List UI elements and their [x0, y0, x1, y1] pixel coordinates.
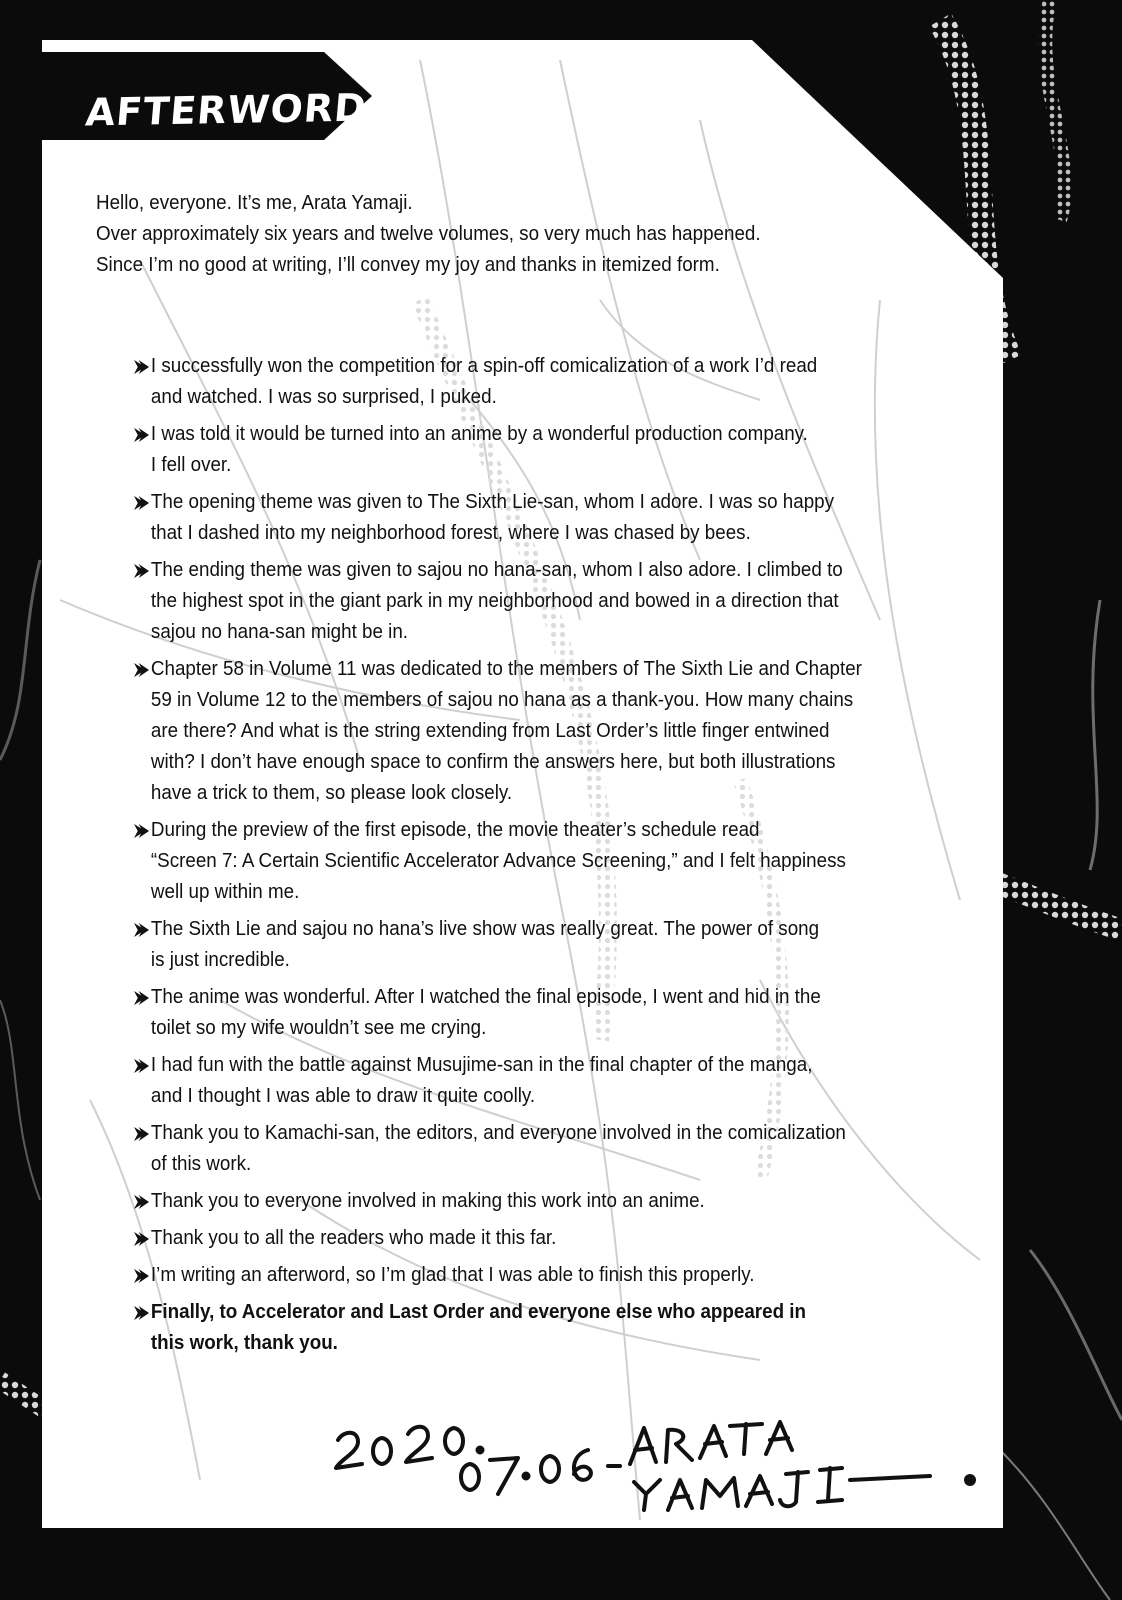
list-item	[134, 1223, 942, 1254]
list-item	[134, 1260, 942, 1291]
arrow-bullet-icon	[134, 1195, 149, 1209]
list-item	[134, 1050, 942, 1112]
list-item-line: the highest spot in the giant park in my neighborhood and bowed in a direction that	[150, 590, 839, 612]
list-item	[134, 914, 942, 976]
arrow-bullet-icon	[134, 496, 149, 510]
list-item-line: 59 in Volume 12 to the members of sajou no hana as a thank-you. How many chains	[150, 689, 854, 711]
arrow-bullet-icon	[134, 1059, 149, 1073]
list-item-line: Thank you to all the readers who made it this far.	[150, 1227, 557, 1249]
list-item	[134, 555, 942, 648]
list-item-line: sajou no hana-san might be in.	[150, 621, 409, 643]
list-item	[134, 815, 942, 908]
list-item-line: Thank you to Kamachi-san, the editors, and everyone involved in the comicalization	[150, 1122, 846, 1144]
list-item-line: The opening theme was given to The Sixth Lie-san, whom I adore. I was so happy	[150, 491, 835, 513]
list-item	[134, 1118, 942, 1180]
arrow-bullet-icon	[134, 663, 149, 677]
intro-paragraph	[96, 188, 904, 281]
intro-line: Hello, everyone. It’s me, Arata Yamaji.	[96, 192, 413, 214]
arrow-bullet-icon	[134, 360, 149, 374]
list-item-line: with? I don’t have enough space to confirm the answers here, but both illustrations	[150, 751, 836, 773]
list-item-line: and I thought I was able to draw it quite coolly.	[150, 1085, 536, 1107]
intro-line: Over approximately six years and twelve volumes, so very much has happened.	[96, 223, 761, 245]
intro-line: Since I’m no good at writing, I’ll convey my joy and thanks in itemized form.	[96, 254, 720, 276]
list-item-line: that I dashed into my neighborhood forest, where I was chased by bees.	[150, 522, 751, 544]
list-item	[134, 654, 942, 809]
list-item-line: Finally, to Accelerator and Last Order and everyone else who appeared in	[150, 1301, 806, 1323]
arrow-bullet-icon	[134, 1269, 149, 1283]
arrow-bullet-icon	[134, 428, 149, 442]
list-item-line: have a trick to them, so please look closely.	[150, 782, 513, 804]
arrow-bullet-icon	[134, 824, 149, 838]
list-item-line: well up within me.	[150, 881, 300, 903]
list-item-line: The Sixth Lie and sajou no hana’s live show was really great. The power of song	[150, 918, 820, 940]
list-item-line: toilet so my wife wouldn’t see me crying.	[150, 1017, 487, 1039]
page-title: AFTERWORD	[83, 85, 369, 135]
list-item-line: During the preview of the first episode, the movie theater’s schedule read	[150, 819, 760, 841]
list-item-line: and watched. I was so surprised, I puked.	[150, 386, 497, 408]
list-item-line: I successfully won the competition for a spin-off comicalization of a work I’d read	[150, 355, 818, 377]
arrow-bullet-icon	[134, 1306, 149, 1320]
arrow-bullet-icon	[134, 564, 149, 578]
list-item-line: The ending theme was given to sajou no hana-san, whom I also adore. I climbed to	[150, 559, 843, 581]
handwritten-signature	[330, 1410, 990, 1520]
list-item	[134, 1297, 942, 1359]
list-item-line: I’m writing an afterword, so I’m glad that I was able to finish this properly.	[150, 1264, 755, 1286]
list-item-line: I fell over.	[150, 454, 232, 476]
list-item-line: this work, thank you.	[150, 1332, 338, 1354]
list-item-line: The anime was wonderful. After I watched the final episode, I went and hid in the	[150, 986, 821, 1008]
list-item-line: I was told it would be turned into an anime by a wonderful production company.	[150, 423, 808, 445]
list-item-line: I had fun with the battle against Musujime-san in the final chapter of the manga,	[150, 1054, 813, 1076]
list-item	[134, 982, 942, 1044]
arrow-bullet-icon	[134, 991, 149, 1005]
itemized-list	[134, 351, 942, 1365]
arrow-bullet-icon	[134, 923, 149, 937]
list-item	[134, 1186, 942, 1217]
list-item-line: is just incredible.	[150, 949, 290, 971]
list-item-line: “Screen 7: A Certain Scientific Accelerator Advance Screening,” and I felt happiness	[150, 850, 846, 872]
list-item	[134, 487, 942, 549]
list-item	[134, 419, 942, 481]
list-item-line: Chapter 58 in Volume 11 was dedicated to the members of The Sixth Lie and Chapter	[150, 658, 862, 680]
arrow-bullet-icon	[134, 1127, 149, 1141]
list-item-line: of this work.	[150, 1153, 252, 1175]
list-item	[134, 351, 942, 413]
list-item-line: are there? And what is the string extending from Last Order’s little finger entwined	[150, 720, 830, 742]
list-item-line: Thank you to everyone involved in making this work into an anime.	[150, 1190, 705, 1212]
arrow-bullet-icon	[134, 1232, 149, 1246]
